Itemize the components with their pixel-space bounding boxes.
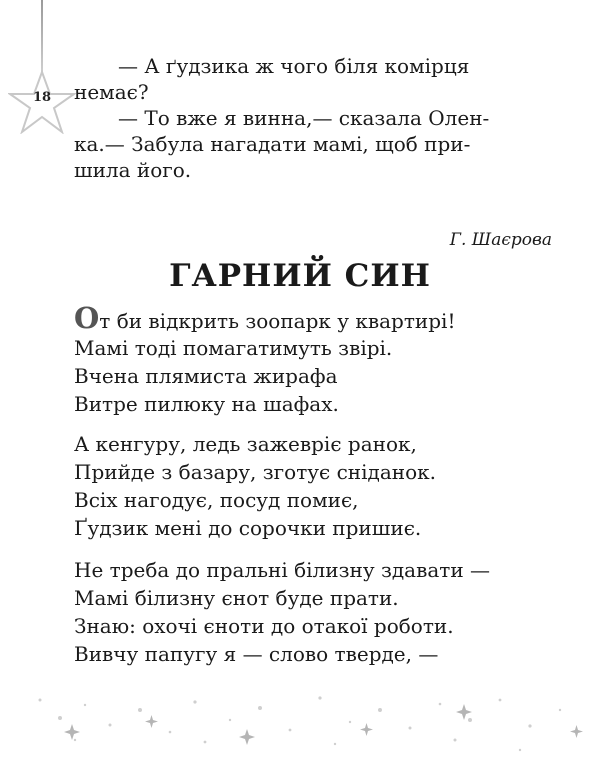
page-number-star: [8, 70, 76, 134]
poem-line-8: Ґудзик мені до сорочки пришиє.: [74, 516, 422, 540]
poem-line-12: Вивчу папугу я — слово тверде, —: [74, 642, 439, 666]
prose-line-3: — То вже я винна,— сказала Олен-: [118, 106, 490, 130]
drop-cap: О: [74, 301, 100, 335]
poem-line-2: Мамі тоді помагатимуть звірі.: [74, 336, 393, 360]
poem-line-4: Витре пилюку на шафах.: [74, 392, 339, 416]
poem-author: Г. Шаєрова: [449, 230, 552, 250]
poem-line-10: Мамі білизну єнот буде прати.: [74, 586, 399, 610]
prose-line-1: — А ґудзика ж чого біля комірця: [118, 54, 470, 78]
prose-line-4: ка.— Забула нагадати мамі, щоб при-: [74, 132, 471, 156]
prose-line-5: шила його.: [74, 158, 192, 182]
poem-line-7: Всіх нагодує, посуд помиє,: [74, 488, 359, 512]
page-number: 18: [32, 90, 52, 105]
sparkle-decoration: [0, 680, 600, 765]
poem-title: ГАРНИЙ СИН: [169, 258, 431, 294]
poem-line-9: Не треба до пральні білизну здавати —: [74, 558, 491, 582]
poem-line-6: Прийде з базару, зготує сніданок.: [74, 460, 436, 484]
poem-line-1-text: т би відкрить зоопарк у квартирі!: [99, 309, 456, 333]
star-string: [41, 0, 43, 74]
prose-line-2: немає?: [74, 80, 149, 104]
poem-line-5: А кенгуру, ледь зажевріє ранок,: [74, 432, 417, 456]
sparkle-icon: [39, 696, 562, 751]
poem-line-11: Знаю: охочі єноти до отакої роботи.: [74, 614, 454, 638]
poem-line-1: [74, 301, 456, 335]
poem-line-3: Вчена плямиста жирафа: [74, 364, 338, 388]
